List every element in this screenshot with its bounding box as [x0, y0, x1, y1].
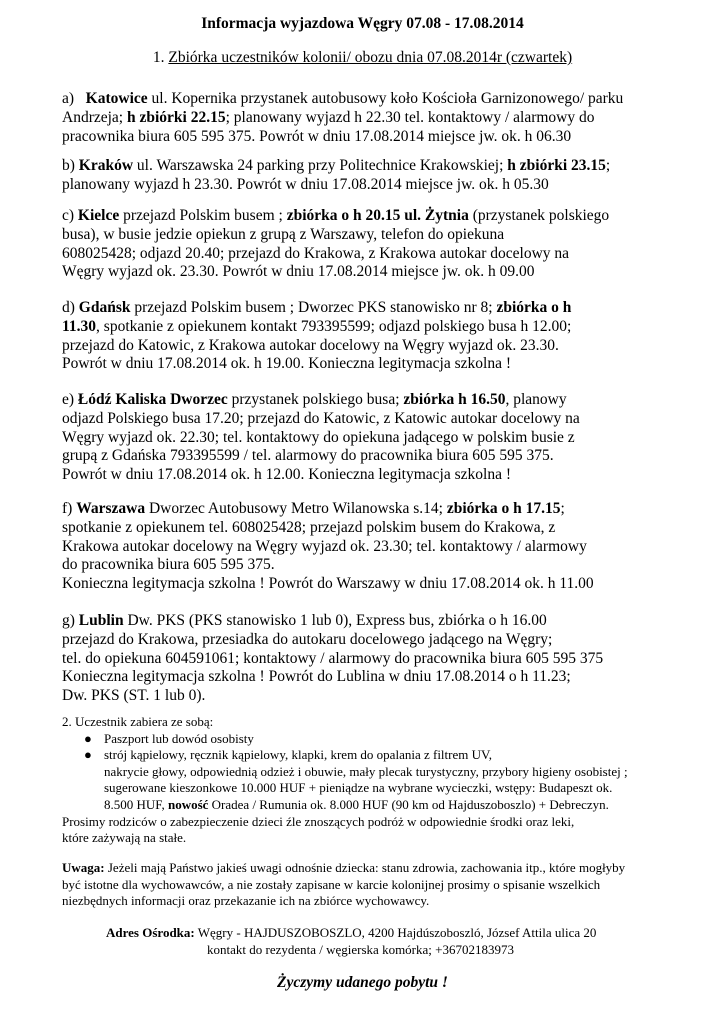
lublin-line-4: Konieczna legitymacja szkolna ! Powrót do Lublina w dniu 17.08.2014 o h 11.23;: [62, 668, 571, 686]
lublin-line-5: Dw. PKS (ST. 1 lub 0).: [62, 687, 206, 705]
warszawa-line-5: Konieczna legitymacja szkolna ! Powrót do Warszawy w dniu 17.08.2014 ok. h 11.00: [62, 575, 594, 593]
text: Jeżeli mają Państwo jakieś uwagi odnośnie dziecka: stanu zdrowia, zachowania itp., które mogłyby: [104, 860, 626, 875]
text: ul. Warszawska 24 parking przy Politechnice Krakowskiej;: [133, 157, 508, 174]
item-gdansk: [62, 299, 722, 374]
meeting-time: h zbiórki 22.15: [126, 108, 226, 126]
kielce-line-2: busa), w busie jedzie opiekun z grupą z Warszawy, telefon do opiekuna: [62, 225, 505, 243]
document-title: Informacja wyjazdowa Węgry 07.08 - 17.08.2014: [201, 15, 524, 32]
bullet-text: Paszport lub dowód osobisty: [104, 730, 254, 746]
text: Dw. PKS (PKS stanowisko 1 lub 0), Express bus, zbiórka o h 16.00: [123, 612, 547, 629]
text: Dworzec Autobusowy Metro Wilanowska s.14;: [145, 500, 447, 517]
lodz-line-4: grupą z Gdańska 793395599 / tel. alarmowy do pracownika biura 605 595 375.: [62, 447, 554, 465]
text: ;: [605, 157, 611, 174]
meeting-time: h zbiórki 23.15: [507, 157, 606, 174]
meeting-time: zbiórka o h 20.15 ul. Żytnia: [286, 207, 469, 224]
parents-note-line-2: które zażywają na stałe.: [62, 830, 187, 846]
uwaga-line-3: niezbędnych informacji oraz przekazanie ich na zbiórce wychowawcy.: [62, 893, 430, 909]
item-katowice: [62, 90, 722, 146]
city-name: Gdańsk: [78, 299, 131, 316]
section-1-number: 1.: [152, 49, 165, 66]
bullet-continuation: sugerowane kieszonkowe 10.000 HUF + pieniądze na wybrane wycieczki, wstępy: Budapeszt ok.: [104, 780, 613, 796]
lublin-line-3: tel. do opiekuna 604591061; kontaktowy / alarmowy do pracownika biura 605 595 375: [62, 649, 604, 667]
uwaga-label: Uwaga:: [62, 860, 105, 875]
text: ;: [560, 500, 565, 517]
bullet-icon: ●: [84, 730, 92, 746]
city-name: Warszawa: [76, 500, 146, 517]
item-lodz: [62, 391, 722, 485]
katowice-line-1: [62, 90, 722, 109]
bullet-item: [62, 747, 722, 764]
text: , spotkanie z opiekunem kontakt 793395599; odjazd polskiego busa h 12.00;: [96, 317, 572, 335]
meeting-time: zbiórka o h: [496, 299, 572, 316]
bullet-item: [62, 731, 722, 748]
meeting-time: 11.30: [62, 317, 97, 335]
text: Andrzeja;: [62, 108, 127, 126]
kielce-line-1: [62, 207, 722, 226]
warszawa-line-4: do pracownika biura 605 595 375.: [62, 556, 275, 574]
item-letter: d): [62, 299, 79, 316]
gdansk-line-3: przejazd do Katowic, z Krakowa autokar docelowy na Węgry wyjazd ok. 23.30.: [62, 336, 559, 354]
address-line-1: [106, 925, 706, 942]
text: (przystanek polskiego: [468, 207, 610, 224]
address-text: Węgry - HAJDUSZOBOSZLO, 4200 Hajdúszoboszló, József Attila ulica 20: [194, 925, 597, 940]
item-lublin: [62, 612, 722, 706]
bullet-icon: ●: [84, 747, 92, 763]
item-letter: e): [62, 391, 78, 408]
city-name: Kielce: [77, 207, 120, 224]
city-name: Łódź Kaliska Dworzec: [77, 391, 228, 408]
krakow-line-2: planowany wyjazd h 23.30. Powrót w dniu 17.08.2014 miejsce jw. ok. h 05.30: [62, 175, 549, 193]
highlight: nowość: [167, 796, 209, 812]
katowice-line-3: pracownika biura 605 595 375. Powrót w dniu 17.08.2014 miejsce jw. ok. h 06.30: [62, 127, 572, 145]
section-1-heading: [0, 48, 725, 68]
item-letter: c): [62, 207, 78, 224]
gdansk-line-2: [62, 318, 722, 337]
note-uwaga: [62, 860, 722, 910]
uwaga-line-2: być istotne dla wychowawców, a nie zostały zapisane w karcie kolonijnej prosimy o spisanie wszelkich: [62, 876, 601, 892]
city-name: Lublin: [78, 612, 124, 629]
text: przystanek polskiego busa;: [227, 391, 404, 408]
item-krakow: [62, 157, 722, 195]
uwaga-line-1: [62, 860, 722, 877]
text: ; planowany wyjazd h 22.30 tel. kontaktowy / alarmowy do: [225, 108, 595, 126]
city-name: Kraków: [78, 157, 134, 174]
kielce-line-4: Węgry wyjazd ok. 23.30. Powrót w dniu 17.08.2014 miejsce jw. ok. h 09.00: [62, 263, 535, 281]
item-warszawa: [62, 500, 722, 594]
gdansk-line-4: Powrót w dniu 17.08.2014 ok. h 19.00. Konieczna legitymacja szkolna !: [62, 355, 511, 373]
section-2-heading: 2. Uczestnik zabiera ze sobą:: [62, 714, 214, 729]
text: przejazd Polskim busem ; Dworzec PKS stanowisko nr 8;: [130, 299, 497, 316]
text: Oradea / Rumunia ok. 8.000 HUF (90 km od Hajduszoboszlo) + Debreczyn.: [208, 796, 609, 812]
city-name: Katowice: [85, 90, 148, 107]
item-letter: g): [62, 612, 79, 629]
text: 8.500 HUF,: [104, 796, 168, 812]
warszawa-line-3: Krakowa autokar docelowy na Węgry wyjazd ok. 23.30; tel. kontaktowy / alarmowy: [62, 537, 587, 555]
lublin-line-2: przejazd do Krakowa, przesiadka do autokaru docelowego jadącego na Węgry;: [62, 630, 553, 648]
krakow-line-1: [62, 157, 722, 176]
bullet-text: strój kąpielowy, ręcznik kąpielowy, klapki, krem do opalania z filtrem UV,: [104, 747, 492, 763]
text: przejazd Polskim busem ;: [119, 207, 287, 224]
section-2: [62, 714, 722, 847]
gdansk-line-1: [62, 299, 722, 318]
lodz-line-1: [62, 391, 722, 410]
address-label: Adres Ośrodka:: [106, 925, 195, 940]
meeting-time: zbiórka h 16.50: [403, 391, 506, 408]
section-1-text: Zbiórka uczestników kolonii/ obozu dnia 07.08.2014r (czwartek): [168, 49, 573, 66]
text: , planowy: [505, 391, 567, 408]
kielce-line-3: 608025428; odjazd 20.40; przejazd do Krakowa, z Krakowa autokar docelowy na: [62, 244, 570, 262]
warszawa-line-2: spotkanie z opiekunem tel. 608025428; przejazd polskim busem do Krakowa, z: [62, 518, 556, 536]
parents-note-line-1: Prosimy rodziców o zabezpieczenie dzieci źle znoszących podróż w odpowiednie środki oraz leki,: [62, 813, 575, 829]
closing-wish: Życzymy udanego pobytu !: [277, 974, 448, 991]
item-kielce: [62, 207, 722, 282]
katowice-line-2: [62, 109, 722, 128]
text: ul. Kopernika przystanek autobusowy koło Kościoła Garnizonowego/ parku: [147, 90, 624, 107]
warszawa-line-1: [62, 500, 722, 519]
item-letter: f): [62, 500, 77, 517]
center-address: [106, 925, 706, 958]
bullet-continuation: nakrycie głowy, odpowiednią odzież i obuwie, mały plecak turystyczny, przybory higieny osobistej ;: [104, 763, 628, 779]
lodz-line-2: odjazd Polskiego busa 17.20; przejazd do Katowic, z Katowic autokar docelowy na: [62, 409, 580, 427]
lublin-line-1: [62, 612, 722, 631]
item-letter: a): [62, 90, 75, 107]
meeting-time: zbiórka o h 17.15: [446, 500, 561, 517]
lodz-line-3: Węgry wyjazd ok. 22.30; tel. kontaktowy do opiekuna jadącego w polskim busie z: [62, 428, 575, 446]
item-letter: b): [62, 157, 79, 174]
address-line-2: kontakt do rezydenta / węgierska komórka; +36702183973: [207, 941, 514, 957]
lodz-line-5: Powrót w dniu 17.08.2014 ok. h 12.00. Konieczna legitymacja szkolna !: [62, 466, 511, 484]
bullet-continuation: [62, 797, 722, 814]
